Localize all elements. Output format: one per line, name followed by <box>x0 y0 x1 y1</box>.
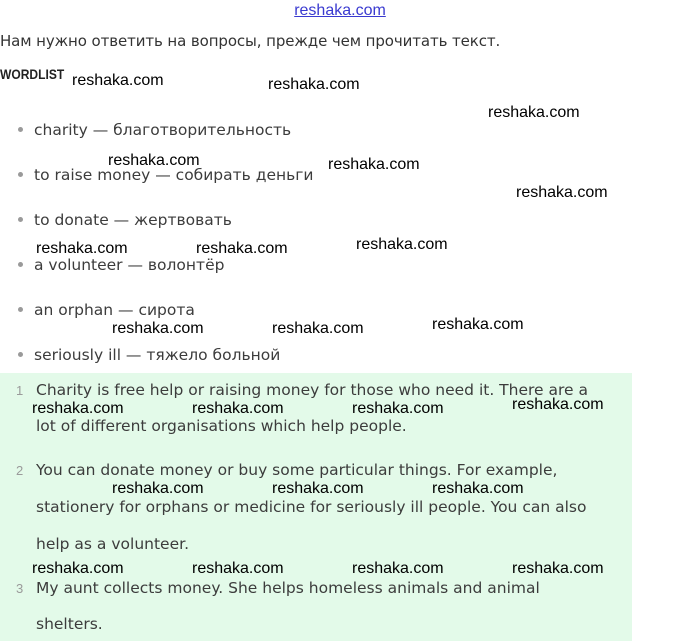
watermark: reshaka.com <box>112 320 204 337</box>
watermark: reshaka.com <box>108 152 200 169</box>
wordlist-item: charity — благотворительность <box>18 120 291 140</box>
intro-text: Нам нужно ответить на вопросы, прежде чем прочитать текст. <box>0 32 501 50</box>
answer-line: lot of different organisations which help people. <box>36 417 407 435</box>
watermark: reshaka.com <box>196 240 288 257</box>
answer-line: You can donate money or buy some particular things. For example, <box>36 461 558 479</box>
watermark: reshaka.com <box>192 400 284 417</box>
watermark: reshaka.com <box>32 400 124 417</box>
bullet-icon <box>18 307 23 312</box>
watermark: reshaka.com <box>432 480 524 497</box>
watermark: reshaka.com <box>268 76 360 93</box>
watermark: reshaka.com <box>352 400 444 417</box>
watermark: reshaka.com <box>512 560 604 577</box>
watermark: reshaka.com <box>272 320 364 337</box>
watermark: reshaka.com <box>512 396 604 413</box>
answer-line: help as a volunteer. <box>36 535 189 553</box>
watermark: reshaka.com <box>356 236 448 253</box>
answer-line: My aunt collects money. She helps homeless animals and animal <box>36 579 540 597</box>
watermark: reshaka.com <box>36 240 128 257</box>
watermark: reshaka.com <box>272 480 364 497</box>
wordlist-item: a volunteer — волонтёр <box>18 255 224 275</box>
bullet-icon <box>18 217 23 222</box>
answer-line: stationery for orphans or medicine for seriously ill people. You can also <box>36 498 587 516</box>
watermark: reshaka.com <box>32 560 124 577</box>
bullet-icon <box>18 127 23 132</box>
watermark: reshaka.com <box>516 184 608 201</box>
answer-line: Charity is free help or raising money for those who need it. There are a <box>36 381 588 399</box>
answer-number: 1 <box>16 383 24 398</box>
wordlist-heading: WORDLIST <box>0 66 65 82</box>
watermark: reshaka.com <box>488 104 580 121</box>
wordlist-item: to donate — жертвовать <box>18 210 232 230</box>
watermark: reshaka.com <box>352 560 444 577</box>
bullet-icon <box>18 262 23 267</box>
wordlist-item: seriously ill — тяжело больной <box>18 345 280 365</box>
wordlist-item: an orphan — сирота <box>18 300 195 320</box>
watermark: reshaka.com <box>328 156 420 173</box>
watermark: reshaka.com <box>432 316 524 333</box>
answer-number: 3 <box>16 581 24 596</box>
watermark: reshaka.com <box>192 560 284 577</box>
wordlist-item: to raise money — собирать деньги <box>18 165 313 185</box>
bullet-icon <box>18 172 23 177</box>
watermark: reshaka.com <box>72 72 164 89</box>
site-header-link[interactable]: reshaka.com <box>294 2 386 19</box>
watermark: reshaka.com <box>112 480 204 497</box>
bullet-icon <box>18 352 23 357</box>
answer-number: 2 <box>16 463 24 478</box>
answer-line: shelters. <box>36 615 103 633</box>
